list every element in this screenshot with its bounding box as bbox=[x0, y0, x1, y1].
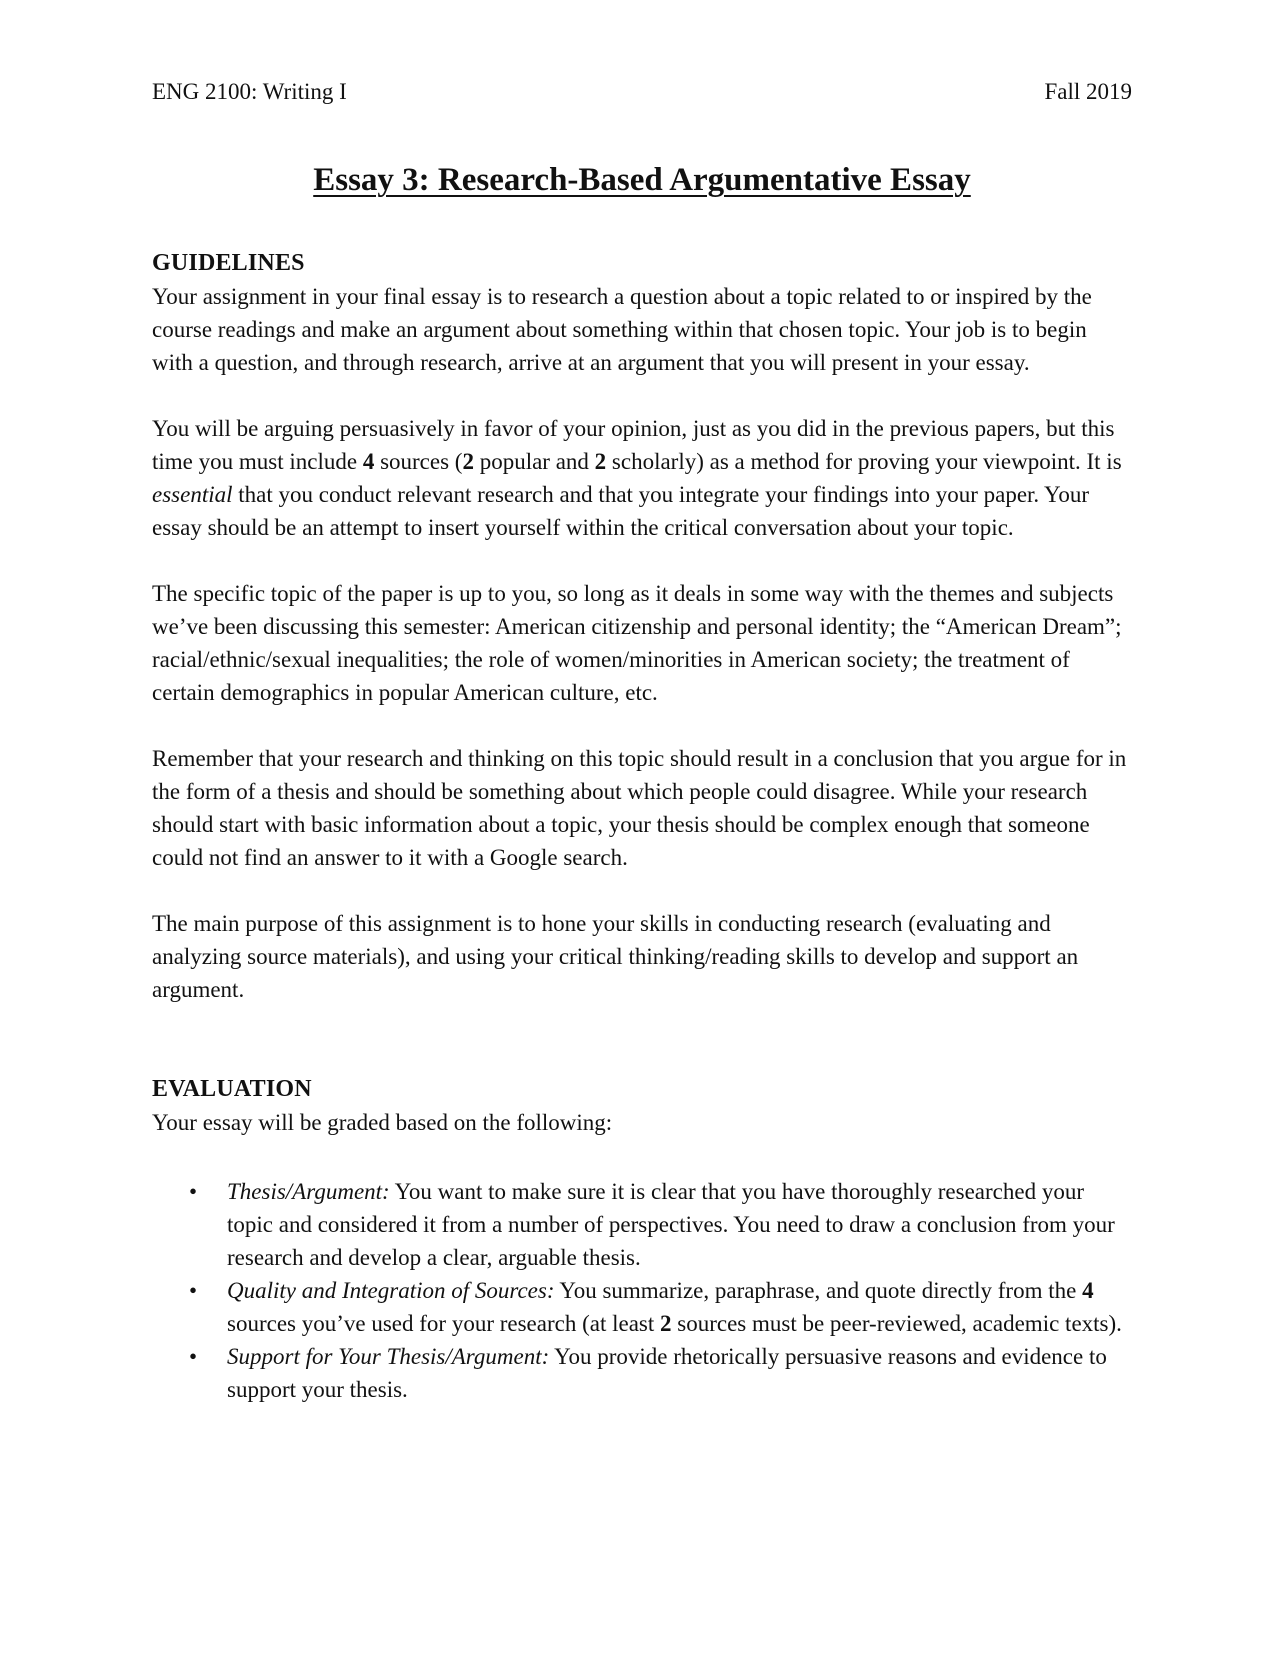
guidelines-paragraph-4: Remember that your research and thinking on this topic should result in a conclusion that you argue for in the form of a thesis and should be something about which people could disagree. While your research should start with basic information about a topic, your thesis should be complex enough that someone could not find an answer to it with a Google search. bbox=[152, 746, 1127, 870]
criterion-label: Thesis/Argument: bbox=[227, 1179, 390, 1204]
evaluation-intro: Your essay will be graded based on the following: bbox=[152, 1110, 613, 1135]
bullet-icon: • bbox=[189, 1179, 198, 1204]
guidelines-heading: GUIDELINES bbox=[152, 250, 305, 276]
evaluation-heading: EVALUATION bbox=[152, 1076, 312, 1102]
guidelines-paragraph-5: The main purpose of this assignment is to hone your skills in conducting research (evaluating and analyzing source materials), and using your critical thinking/reading skills to develop and support an argument. bbox=[152, 911, 1079, 1002]
page-header bbox=[152, 72, 1132, 112]
term: Fall 2019 bbox=[1044, 79, 1132, 104]
criterion-label: Support for Your Thesis/Argument: bbox=[227, 1344, 550, 1369]
list-item: • Support for Your Thesis/Argument: You provide rhetorically persuasive reasons and evidence to support your thesis. bbox=[227, 1340, 1132, 1406]
evaluation-criteria-list bbox=[152, 1175, 1132, 1406]
bullet-icon: • bbox=[189, 1278, 198, 1303]
document-page bbox=[152, 72, 1132, 1406]
essay-title: Essay 3: Research-Based Argumentative Essay bbox=[313, 162, 971, 198]
list-item: • Quality and Integration of Sources: You summarize, paraphrase, and quote directly from the 4 sources you’ve used for your research (at least 2 sources must be peer-reviewed, academic texts). bbox=[227, 1274, 1132, 1340]
list-item: • Thesis/Argument: You want to make sure it is clear that you have thoroughly researched your topic and considered it from a number of perspectives. You need to draw a conclusion from your research and develop a clear, arguable thesis. bbox=[227, 1175, 1132, 1274]
course-name: ENG 2100: Writing I bbox=[152, 79, 347, 104]
criterion-label: Quality and Integration of Sources: bbox=[227, 1278, 555, 1303]
guidelines-paragraph-1: Your assignment in your final essay is to research a question about a topic related to or inspired by the course readings and make an argument about something within that chosen topic. Your job is to begin with a question, and through research, arrive at an argument that you will present in your essay. bbox=[152, 284, 1092, 375]
bullet-icon: • bbox=[189, 1344, 198, 1369]
guidelines-paragraph-3: The specific topic of the paper is up to you, so long as it deals in some way with the themes and subjects we’ve been discussing this semester: American citizenship and personal identity; the “American Dream”; racial/ethnic/sexual inequalities; the role of women/minorities in American society; the treatment of certain demographics in popular American culture, etc. bbox=[152, 581, 1122, 705]
guidelines-paragraph-2: You will be arguing persuasively in favor of your opinion, just as you did in the previous papers, but this time you must include 4 sources (2 popular and 2 scholarly) as a method for proving your viewpoint. It is essential that you conduct relevant research and that you integrate your findings into your paper. Your essay should be an attempt to insert yourself within the critical conversation about your topic. bbox=[152, 416, 1122, 540]
